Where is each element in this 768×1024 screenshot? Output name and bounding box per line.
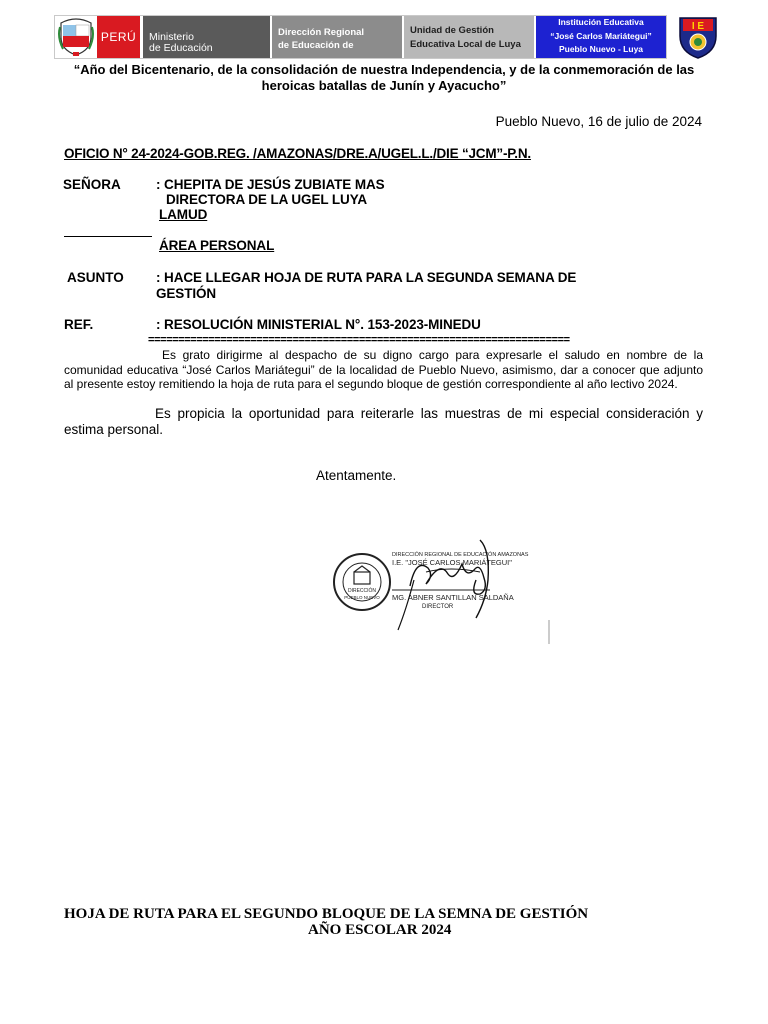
asunto-label: ASUNTO (67, 270, 124, 285)
underline-rule (64, 236, 152, 237)
asunto-line2: GESTIÓN (156, 286, 217, 301)
hoja-de-ruta-title (64, 906, 704, 938)
recipient-area: ÁREA PERSONAL (159, 238, 275, 253)
year-motto: “Año del Bicentenario, de la consolidación de nuestra Independencia, y de la conmemoración de las heroicas batallas de Junín y Ayacucho” (73, 62, 695, 93)
dre-line1: Dirección Regional (278, 27, 365, 38)
round-seal-icon (334, 554, 390, 610)
ministry-line1: Ministerio (149, 31, 194, 43)
asunto-line1: : HACE LLEGAR HOJA DE RUTA PARA LA SEGUNDA SEMANA DE (156, 270, 577, 285)
recipient-title: DIRECTORA DE LA UGEL LUYA (166, 192, 368, 207)
ie-line2: “José Carlos Mariátegui” (550, 30, 652, 41)
ugel-line2: Educativa Local de Luya (410, 39, 521, 50)
stamp-name: MG. ABNER SANTILLAN SALDAÑA (392, 593, 514, 602)
ministry-tile (143, 16, 270, 58)
ugel-tile (404, 16, 534, 58)
dre-line2: de Educación de (278, 40, 354, 51)
separator-line: ====================================================================== (148, 334, 570, 346)
recipient-name: : CHEPITA DE JESÚS ZUBIATE MAS (156, 177, 385, 192)
hoja-title-line1: HOJA DE RUTA PARA EL SEGUNDO BLOQUE DE LA SEMNA DE GESTIÓN (64, 906, 589, 922)
ref-value: : RESOLUCIÓN MINISTERIAL N°. 153-2023-MINEDU (156, 317, 481, 332)
stamp-line-1: DIRECCIÓN REGIONAL DE EDUCACIÓN AMAZONAS (392, 552, 529, 558)
body-paragraph-1 (64, 348, 703, 392)
body-paragraph-1-text: Es grato dirigirme al despacho de su digno cargo para expresarle el saludo en nombre de la comunidad educativa “José Carlos Mariátegui” de la localidad de Pueblo Nuevo, asimismo, dar a conocer que adjunto al presente estoy remitiendo la hoja de ruta para el segundo bloque de gestión correspondiente al año lectivo 2024. (64, 348, 703, 391)
peru-brand-tile: PERÚ (97, 16, 140, 58)
letter-date: Pueblo Nuevo, 16 de julio de 2024 (495, 114, 702, 129)
school-crest-icon (676, 14, 720, 60)
ref-label: REF. (64, 317, 94, 332)
ugel-line1: Unidad de Gestión (410, 25, 494, 36)
body-paragraph-2 (64, 406, 703, 438)
recipient-location: LAMUD (159, 207, 208, 222)
dre-tile (272, 16, 402, 58)
signature-stamp (330, 520, 552, 646)
seal-text: DIRECCIÓN (347, 588, 377, 594)
ie-tile (536, 16, 666, 58)
stamp-role: DIRECTOR (422, 604, 454, 610)
body-paragraph-2-text: Es propicia la oportunidad para reiterarle las muestras de mi especial consideración y estima personal. (64, 406, 703, 437)
crest-letters: I E (691, 21, 705, 32)
hoja-title-line2: AÑO ESCOLAR 2024 (308, 922, 452, 938)
recipient-label: SEÑORA (63, 177, 121, 192)
ministry-line2: de Educación (149, 42, 213, 54)
ie-line1: Institución Educativa (558, 17, 644, 27)
stamp-line-2: I.E. "JOSÉ CARLOS MARIÁTEGUI" (392, 558, 512, 567)
peru-coat-of-arms-icon (55, 16, 97, 58)
oficio-number: OFICIO N° 24-2024-GOB.REG. /AMAZONAS/DRE.A/UGEL.L./DIE “JCM”-P.N. (64, 146, 531, 161)
ie-line3: Pueblo Nuevo - Luya (558, 44, 644, 54)
closing: Atentamente. (316, 468, 397, 483)
seal-subtext: PUEBLO NUEVO (344, 595, 380, 600)
